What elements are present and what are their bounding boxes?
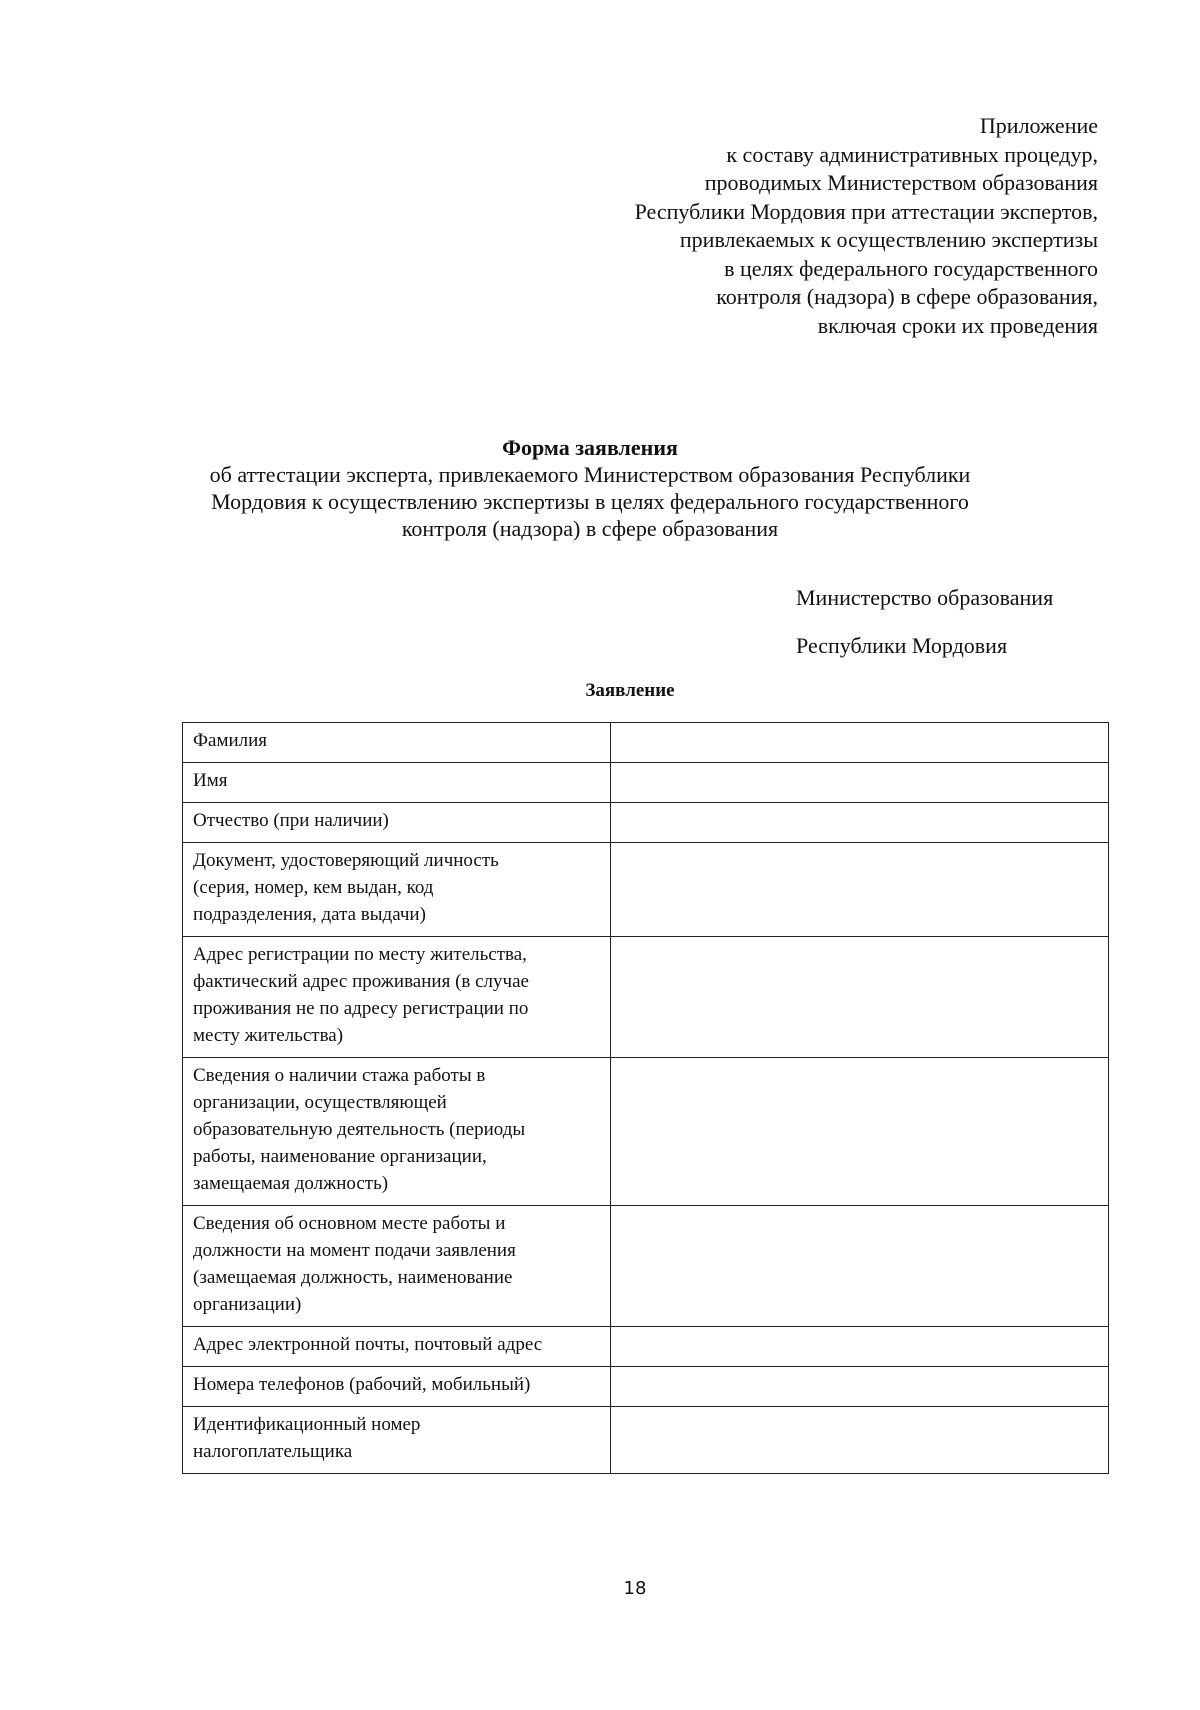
field-label-identity-document: Документ, удостоверяющий личность (серия, номер, кем выдан, код подразделения, дата выдачи) bbox=[183, 843, 611, 937]
appendix-line: контроля (надзора) в сфере образования, bbox=[716, 284, 1098, 309]
field-label-surname: Фамилия bbox=[183, 723, 611, 763]
addressee-line-2: Республики Мордовия bbox=[796, 633, 1008, 658]
table-row bbox=[183, 763, 1109, 803]
field-value-main-workplace[interactable] bbox=[611, 1206, 1109, 1327]
field-label-phones: Номера телефонов (рабочий, мобильный) bbox=[183, 1367, 611, 1407]
field-value-work-experience[interactable] bbox=[611, 1058, 1109, 1206]
field-label-tax-id: Идентификационный номер налогоплательщика bbox=[183, 1407, 611, 1474]
table-row bbox=[183, 1327, 1109, 1367]
field-value-phones[interactable] bbox=[611, 1367, 1109, 1407]
appendix-line: привлекаемых к осуществлению экспертизы bbox=[679, 227, 1098, 252]
addressee-line-1: Министерство образования bbox=[796, 585, 1054, 610]
table-row bbox=[183, 723, 1109, 763]
table-row bbox=[183, 1367, 1109, 1407]
form-subtitle-line: контроля (надзора) в сфере образования bbox=[401, 516, 779, 541]
form-subtitle-line: Мордовия к осуществлению экспертизы в целях федерального государственного bbox=[211, 489, 969, 514]
table-row bbox=[183, 1058, 1109, 1206]
field-label-email-postal: Адрес электронной почты, почтовый адрес bbox=[183, 1327, 611, 1367]
field-label-registration-address: Адрес регистрации по месту жительства, фактический адрес проживания (в случае проживания не по адресу регистрации по месту жительства) bbox=[183, 937, 611, 1058]
form-title-block bbox=[180, 434, 1000, 542]
table-row bbox=[183, 1407, 1109, 1474]
table-row bbox=[183, 1206, 1109, 1327]
appendix-line: проводимых Министерством образования bbox=[704, 170, 1098, 195]
field-label-name: Имя bbox=[183, 763, 611, 803]
field-value-patronymic[interactable] bbox=[611, 803, 1109, 843]
field-label-patronymic: Отчество (при наличии) bbox=[183, 803, 611, 843]
field-value-surname[interactable] bbox=[611, 723, 1109, 763]
form-heading: Форма заявления bbox=[502, 435, 678, 460]
appendix-header bbox=[538, 112, 1098, 340]
page-number: 18 bbox=[623, 1578, 647, 1599]
table-row bbox=[183, 937, 1109, 1058]
form-subtitle-line: об аттестации эксперта, привлекаемого Министерством образования Республики bbox=[209, 462, 971, 487]
appendix-line: включая сроки их проведения bbox=[817, 312, 1098, 338]
appendix-line: Республики Мордовия при аттестации экспертов, bbox=[634, 198, 1098, 224]
field-label-main-workplace: Сведения об основном месте работы и должности на момент подачи заявления (замещаемая должность, наименование организации) bbox=[183, 1206, 611, 1327]
appendix-line: к составу административных процедур, bbox=[726, 141, 1098, 167]
application-form-table bbox=[182, 722, 1109, 1474]
field-value-registration-address[interactable] bbox=[611, 937, 1109, 1058]
table-row bbox=[183, 843, 1109, 937]
addressee-block bbox=[796, 584, 1053, 660]
field-value-identity-document[interactable] bbox=[611, 843, 1109, 937]
appendix-line: Приложение bbox=[979, 113, 1098, 138]
table-row bbox=[183, 803, 1109, 843]
field-label-work-experience: Сведения о наличии стажа работы в организации, осуществляющей образовательную деятельность (периоды работы, наименование организации, замещаемая должность) bbox=[183, 1058, 611, 1206]
statement-title: Заявление bbox=[585, 680, 675, 701]
field-value-tax-id[interactable] bbox=[611, 1407, 1109, 1474]
appendix-line: в целях федерального государственного bbox=[724, 255, 1098, 281]
field-value-email-postal[interactable] bbox=[611, 1327, 1109, 1367]
field-value-name[interactable] bbox=[611, 763, 1109, 803]
